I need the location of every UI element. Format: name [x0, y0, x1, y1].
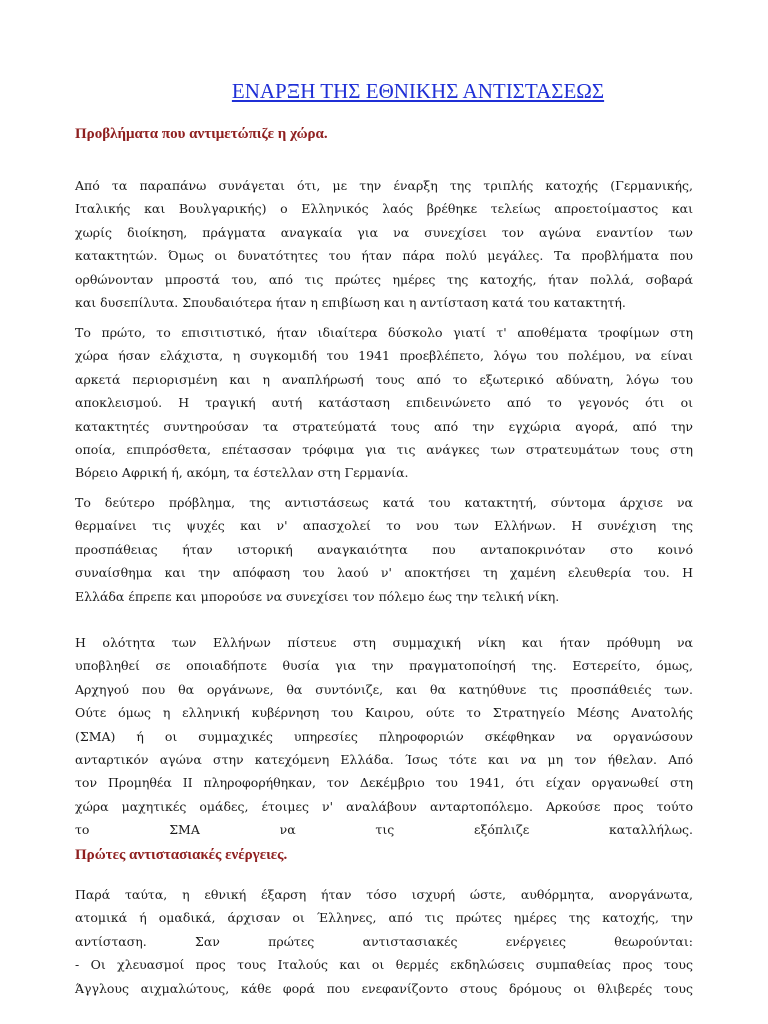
text-line: ορθώνονταν μπροστά του, από τις πρώτες ημέρες της κατοχής, ήταν πολλά, σοβαρά [75, 271, 693, 287]
text-line: το ΣΜΑ να τις εξόπλιζε καταλλήλως. [75, 822, 693, 838]
section-heading-first-actions: Πρώτες αντιστασιακές ενέργειες. [75, 847, 288, 863]
text-line: Από τα παραπάνω συνάγεται ότι, με την έναρξη της τριπλής κατοχής (Γερμανικής, [75, 178, 693, 193]
text-line: θερμαίνει τις ψυχές και ν' απασχολεί το νου των Ελλήνων. Η συνέχιση της [75, 518, 693, 534]
text-line: κατακτητών. Όμως οι δυνατότητες του ήταν πάρα πολύ μεγάλες. Τα προβλήματα που [75, 248, 693, 264]
text-line: Αρχηγού που θα οργάνωνε, θα συντόνιζε, και θα κατηύθυνε τις προσπάθειές των. [75, 681, 693, 697]
text-line: αντίσταση. Σαν πρώτες αντιστασιακές ενέργειες θεωρούνται: [75, 933, 693, 949]
text-line: αποκλεισμού. Η τραγική αυτή κατάσταση επιδεινώνετο από το γεγονός ότι οι [75, 395, 693, 411]
text-line: Βόρειο Αφρική ή, ακόμη, τα έστελλαν στη Γερμανία. [75, 465, 409, 481]
text-line: κατακτητές συντηρούσαν τα στρατεύματά τους από την εγχώρια αγορά, από την [75, 418, 693, 434]
text-line: υποβληθεί σε οποιαδήποτε θυσία για την πραγματοποίησή της. Εστερείτο, όμως, [75, 658, 693, 674]
text-line: Παρά ταύτα, η εθνική έξαρση ήταν τόσο ισχυρή ώστε, αυθόρμητα, ανοργάνωτα, [75, 887, 693, 902]
text-line: Ιταλικής και Βουλγαρικής) ο Ελληνικός λαός βρέθηκε τελείως απροετοίμαστος και [75, 201, 693, 217]
text-line: ατομικά ή ομαδικά, άρχισαν οι Έλληνες, από τις πρώτες ημέρες της κατοχής, την [75, 910, 693, 926]
text-line: και δυσεπίλυτα. Σπουδαιότερα ήταν η επιβίωση και η αντίσταση κατά του κατακτητή. [75, 295, 626, 311]
paragraph-intro [75, 174, 693, 314]
text-line: προσπάθειας ήταν ιστορική αναγκαιότητα που ανταποκρινόταν στο κοινό [75, 541, 693, 557]
text-line: Ελλάδα έπρεπε και μπορούσε να συνεχίσει τον πόλεμο έως την τελική νίκη. [75, 588, 560, 604]
text-line: ανταρτικόν αγώνα στην κατεχόμενη Ελλάδα. Ίσως τότε και να μη τον ήθελαν. Από [75, 752, 693, 768]
text-line: οποία, επιπρόσθετα, επέτασσαν τρόφιμα για τις ανάγκες των στρατευμάτων τους στη [75, 442, 693, 458]
text-line: χώρα ήσαν ελάχιστα, η συγκομιδή του 1941 προεβλέπετο, λόγω του πολέμου, να είναι [75, 348, 693, 364]
paragraph-resistance [75, 491, 693, 608]
text-line: τον Προμηθέα ΙΙ πληροφορήθηκαν, τον Δεκέμβριο του 1941, ότι είχαν οργανωθεί στη [75, 775, 693, 791]
text-line: συναίσθημα και την απόφαση του λαού ν' αποκτήσει τη χαμένη ελευθερία του. Η [75, 565, 693, 581]
paragraph-first-actions [75, 883, 693, 1000]
text-line: χωρίς διοίκηση, πράγματα αναγκαία για να συνεχίσει τον αγώνα εναντίον των [75, 224, 693, 240]
text-line: (ΣΜΑ) ή οι συμμαχικές υπηρεσίες πληροφοριών σκέφθηκαν να οργανώσουν [75, 728, 693, 744]
text-line: αρκετά περιορισμένη και η αναπλήρωσή τους από το εξωτερικό αδύνατη, λόγω του [75, 371, 693, 387]
text-line: Ούτε όμως η ελληνική κυβέρνηση του Καιρου, ούτε το Στρατηγείο Μέσης Ανατολής [75, 705, 693, 721]
text-line: - Οι χλευασμοί προς τους Ιταλούς και οι θερμές εκδηλώσεις συμπαθείας προς τους [75, 957, 693, 973]
text-line: Το δεύτερο πρόβλημα, της αντιστάσεως κατά του κατακτητή, σύντομα άρχισε να [75, 495, 693, 510]
text-line: χώρα μαχητικές ομάδες, έτοιμες ν' αναλάβουν ανταρτοπόλεμο. Αρκούσε προς τούτο [75, 798, 693, 814]
text-line: Άγγλους αιχμαλώτους, κάθε φορά που ενεφανίζοντο στους δρόμους οι θλιβερές τους [75, 980, 693, 996]
paragraph-allied-victory [75, 631, 693, 842]
paragraph-food-supply [75, 321, 693, 485]
text-line: Η ολότητα των Ελλήνων πίστευε στη συμμαχική νίκη και ήταν πρόθυμη να [75, 635, 693, 650]
section-heading-problems: Προβλήματα που αντιμετώπιζε η χώρα. [75, 126, 328, 142]
text-line: Το πρώτο, το επισιτιστικό, ήταν ιδιαίτερα δύσκολο γιατί τ' αποθέματα τροφίμων στη [75, 325, 693, 340]
document-title: ΕΝΑΡΞΗ ΤΗΣ ΕΘΝΙΚΗΣ ΑΝΤΙΣΤΑΣΕΩΣ [231, 79, 605, 103]
